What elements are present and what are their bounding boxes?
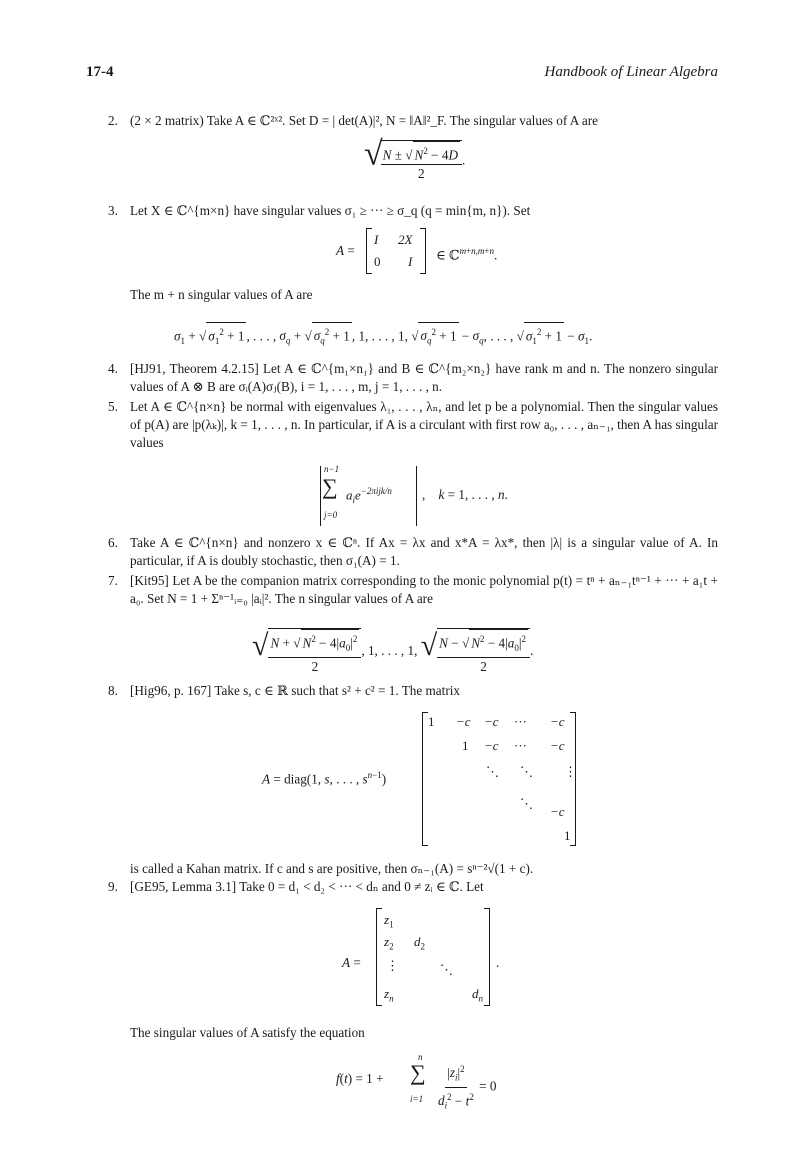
matrix-bracket bbox=[484, 908, 490, 1006]
equation: A = bbox=[342, 955, 361, 970]
item-number: 3. bbox=[108, 203, 118, 218]
item-text: The singular values of A satisfy the equation bbox=[130, 1025, 365, 1040]
matrix-bracket bbox=[376, 908, 382, 1006]
item-text: [GE95, Lemma 3.1] Take 0 = d₁ < d₂ < ··· < dₙ and 0 ≠ zᵢ ∈ ℂ. Let bbox=[130, 879, 484, 894]
item-text: is called a Kahan matrix. If c and s are positive, then σₙ₋₁(A) = sⁿ⁻²√(1 + c). bbox=[130, 861, 534, 876]
item-text: Let A ∈ ℂ^{n×n} be normal with eigenvalues λ₁, . . . , λₙ, and let p be a polynomial. Then the singular values of p(A) are |p(λₖ)|, k = 1, . . . , n. In particular, if A is a circulant with first row a₀, . . . , aₙ₋₁, then A has singular values bbox=[130, 399, 718, 450]
matrix-bracket bbox=[420, 228, 426, 274]
matrix-bracket bbox=[366, 228, 372, 274]
item-number: 9. bbox=[108, 879, 118, 894]
list-item bbox=[108, 360, 718, 396]
document-page: 17-4 Handbook of Linear Algebra 2. (2 × 2 matrix) Take A ∈ ℂ²ˣ². Set D = | det(A)|², N = ‖A‖²_F. The singular values of A are √ $\frac{N \pm √ N^2 - 4D}{2}$ . 3. Let X ∈ ℂ^{m×n} have singular values σ₁ ≥ ··· ≥ σ_q (q = min{m, n}). Set A = I 2X 0 I ∈ ℂ$^{m+n,m+n}$. The m + n singular values of A are $\sigma_1$ + √ $\sigma_1^2 + 1$ , . . . , $\sigma_q$ + √ $\sigma_q^2 + 1$ , 1, . . . , 1, √ $\sigma_q^2 + 1 - \sigma_q$, . . . , √ $\sigma_1^2 + 1 - \sigma_1$. 4. [HJ91, Theorem 4.2.15] Let A ∈ ℂ^{m₁×n₁} and B ∈ ℂ^{m₂×n₂} have rank m and n. The nonzero singular values of A ⊗ B are σᵢ(A)σⱼ(B), i = 1, . . . , m, j = 1, . . . , n. 5. Let A ∈ ℂ^{n×n} be normal with eigenvalues λ₁, . . . , λₙ, and let p be a polynomial. Then the singular values of p(A) are |p(λₖ)|, k = 1, . . . , n. In particular, if A is a circulant with first row a₀, . . . , aₙ₋₁, then A has singular values n−1 ∑ j=0 $a_ie^{-2\pi ijk/n}$ , k = 1, . . . , n. 6. Take A ∈ ℂ^{n×n} and nonzero x ∈ ℂⁿ. If Ax = λx and x*A = λx*, then |λ| is a singular value of A. In particular, if A is doubly stochastic, then σ₁(A) = 1. 7. [Kit95] Let A be the companion matrix corresponding to the monic polynomial p(t) = tⁿ + aₙ₋₁tⁿ⁻¹ + ··· + a₁t + a₀. Set N = 1 + Σⁿ⁻¹ᵢ₌₀ |aᵢ|². The n singular values of A are √ $\frac{N + √ N^2 - 4|a_0|^2}{2}$ , 1, . . . , 1, √ $\frac{N - √ N^2 - 4|a_0|^2}{2}$ . 8. [Hig96, p. 167] Take s, c ∈ ℝ such that s² + c² = 1. The matrix A = diag(1, s, . . . , $s^{n-1}$) 1 −c −c ··· −c 1 −c ··· −c ⋱ ⋱ ⋮ ⋱ −c 1 is called a Kahan matrix. If c and s are positive, then σₙ₋₁(A) = sⁿ⁻²√(1 + c). 9. [GE95, Lemma 3.1] Take 0 = d₁ < d₂ < ··· < dₙ and 0 ≠ zᵢ ∈ ℂ. Let A = $z_1$ $z_2$ $d_2$ ⋮ ⋱ $z_n$ $d_n$ . The singular values of A satisfy the equation f(t) = 1 + n ∑ i=1 $\frac{|z_i|^2}{d_i^2 - t^2}$ = 0 bbox=[86, 64, 718, 1112]
equation: √ $\frac{N \pm √ N^2 - 4D}{2}$ . bbox=[364, 135, 466, 182]
item-number: 5. bbox=[108, 399, 118, 414]
item-text: The m + n singular values of A are bbox=[130, 287, 313, 302]
item-number: 2. bbox=[108, 113, 118, 128]
list-item bbox=[108, 202, 718, 220]
item-text: [Kit95] Let A be the companion matrix corresponding to the monic polynomial p(t) = tⁿ + aₙ₋₁tⁿ⁻¹ + ··· + a₁t + a₀. Set N = 1 + Σⁿ⁻¹ᵢ₌₀ |aᵢ|². The n singular values of A are bbox=[130, 573, 718, 606]
item-number: 8. bbox=[108, 683, 118, 698]
equation: A = diag(1, s, . . . , $s^{n-1}$) bbox=[262, 770, 387, 787]
item-text: Take A ∈ ℂ^{n×n} and nonzero x ∈ ℂⁿ. If Ax = λx and x*A = λx*, then |λ| is a singular value of A. In particular, if A is doubly stochastic, then σ₁(A) = 1. bbox=[130, 535, 718, 568]
item-text: (2 × 2 matrix) Take A ∈ ℂ²ˣ². Set D = | det(A)|², N = ‖A‖²_F. The singular values of A are bbox=[130, 113, 598, 128]
matrix-bracket bbox=[570, 712, 576, 846]
running-title: Handbook of Linear Algebra bbox=[544, 64, 718, 80]
equation: f(t) = 1 + bbox=[336, 1071, 384, 1086]
list-item bbox=[108, 682, 718, 700]
list-item bbox=[108, 572, 718, 608]
equation: A = bbox=[336, 243, 355, 258]
equation: $\sigma_1$ + √ $\sigma_1^2 + 1$ , . . . , $\sigma_q$ + √ $\sigma_q^2 + 1$ , 1, . . . , 1, √ $\sigma_q^2 + 1 - \sigma_q$, . . . , √ $\sigma_1^2 + 1 - \sigma_1$. bbox=[174, 322, 592, 350]
list-item bbox=[108, 398, 718, 452]
item-text: Let X ∈ ℂ^{m×n} have singular values σ₁ ≥ ··· ≥ σ_q (q = min{m, n}). Set bbox=[130, 203, 531, 218]
list-item bbox=[108, 112, 718, 130]
list-item bbox=[108, 878, 718, 896]
item-text: [HJ91, Theorem 4.2.15] Let A ∈ ℂ^{m₁×n₁} and B ∈ ℂ^{m₂×n₂} have rank m and n. The nonzero singular values of A ⊗ B are σᵢ(A)σⱼ(B), i = 1, . . . , m, j = 1, . . . , n. bbox=[130, 361, 718, 394]
item-number: 7. bbox=[108, 573, 118, 588]
item-number: 6. bbox=[108, 535, 118, 550]
page-number: 17-4 bbox=[86, 64, 114, 80]
matrix-bracket bbox=[422, 712, 428, 846]
equation: √ $\frac{N + √ N^2 - 4|a_0|^2}{2}$ , 1, . . . , 1, √ $\frac{N - √ N^2 - 4|a_0|^2}{2}$ . bbox=[252, 629, 534, 675]
list-item bbox=[108, 534, 718, 570]
item-number: 4. bbox=[108, 361, 118, 376]
item-text: [Hig96, p. 167] Take s, c ∈ ℝ such that s² + c² = 1. The matrix bbox=[130, 683, 460, 698]
